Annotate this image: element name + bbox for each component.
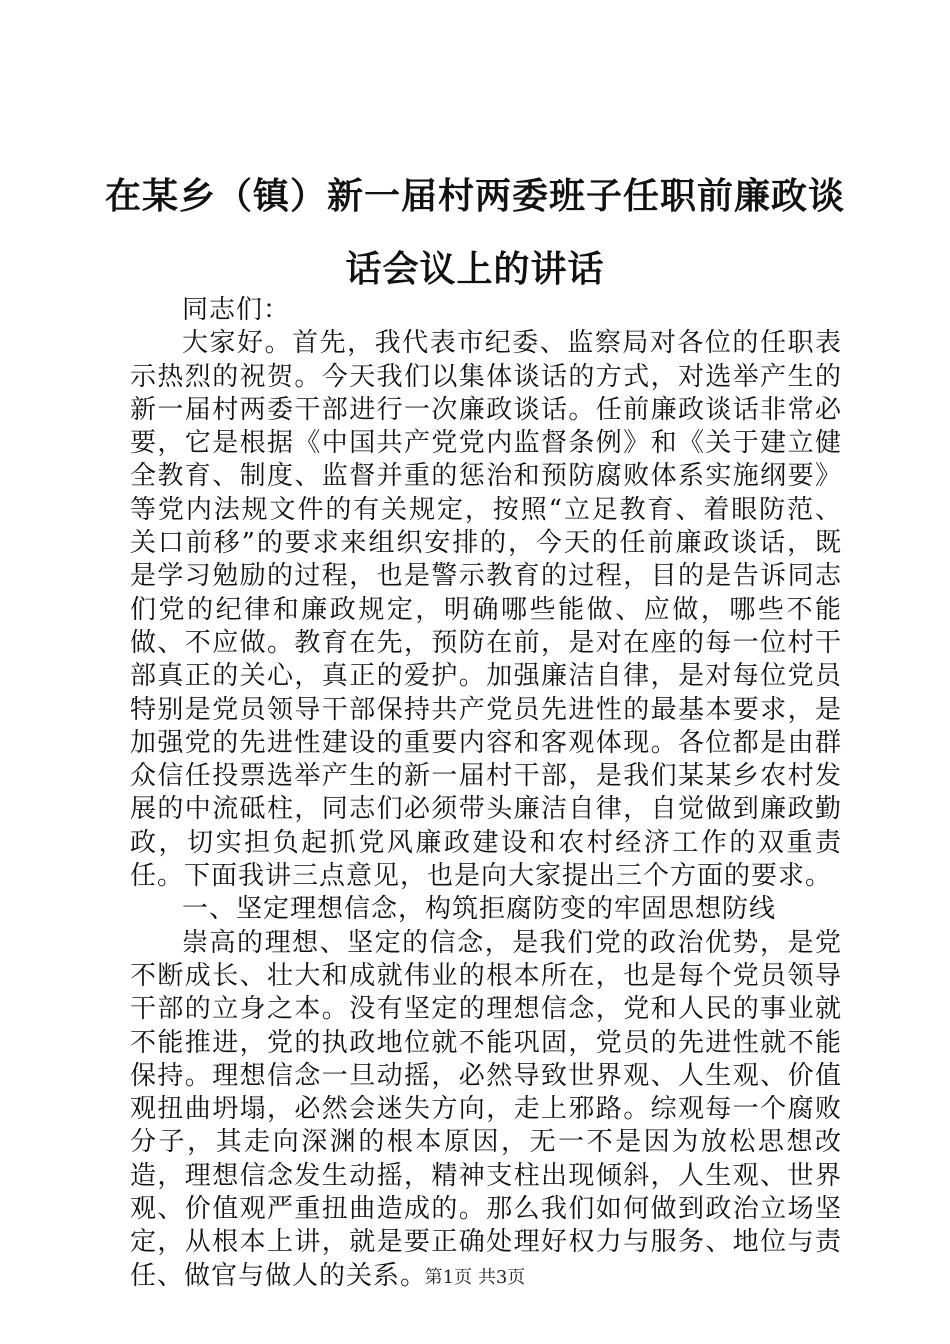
- salutation-paragraph: 同志们：: [182, 295, 291, 325]
- body-paragraph: 大家好。首先，我代表市纪委、监察局对各位的任职表示热烈的祝贺。今天我们以集体谈话的方式，对选举产生的新一届村两委干部进行一次廉政谈话。任前廉政谈话非常必要，它是根据《中国共产党党内监督条例》和《关于建立健全教育、制度、监督并重的惩治和预防腐败体系实施纲要》等党内法规文件的有关规定，按照“立足教育、着眼防范、关口前移”的要求来组织安排的，今天的任前廉政谈话，既是学习勉励的过程，也是警示教育的过程，目的是告诉同志们党的纪律和廉政规定，明确哪些能做、应做，哪些不能做、不应做。教育在先，预防在前，是对在座的每一位村干部真正的关心，真正的爱护。加强廉洁自律，是对每位党员特别是党员领导干部保持共产党员先进性的最基本要求，是加强党的先进性建设的重要内容和客观体现。各位都是由群众信任投票选举产生的新一届村干部，是我们某某乡农村发展的中流砥柱，同志们必须带头廉洁自律，自觉做到廉政勤政，切实担负起抓党风廉政建设和农村经济工作的双重责任。下面我讲三点意见，也是向大家提出三个方面的要求。: [130, 328, 842, 892]
- document-body: [130, 294, 842, 1293]
- section-heading: 一、坚定理想信念，构筑拒腐防变的牢固思想防线: [182, 894, 777, 925]
- document-title: 在某乡（镇）新一届村两委班子任职前廉政谈话会议上的讲话: [104, 175, 845, 290]
- body-paragraph: 崇高的理想、坚定的信念，是我们党的政治优势，是党不断成长、壮大和成就伟业的根本所在，也是每个党员领导干部的立身之本。没有坚定的理想信念，党和人民的事业就不能推进，党的执政地位就不能巩固，党员的先进性就不能保持。理想信念一旦动摇，必然导致世界观、人生观、价值观扭曲坍塌，必然会迷失方向，走上邪路。综观每一个腐败分子，其走向深渊的根本原因，无一不是因为放松思想改造，理想信念发生动摇，精神支柱出现倾斜，人生观、世界观、价值观严重扭曲造成的。那么我们如何做到政治立场坚定，从根本上讲，就是要正确处理好权力与服务、地位与责任、做官与做人的关系。: [130, 927, 842, 1291]
- page-number-footer: 第1页 共3页: [424, 1267, 526, 1288]
